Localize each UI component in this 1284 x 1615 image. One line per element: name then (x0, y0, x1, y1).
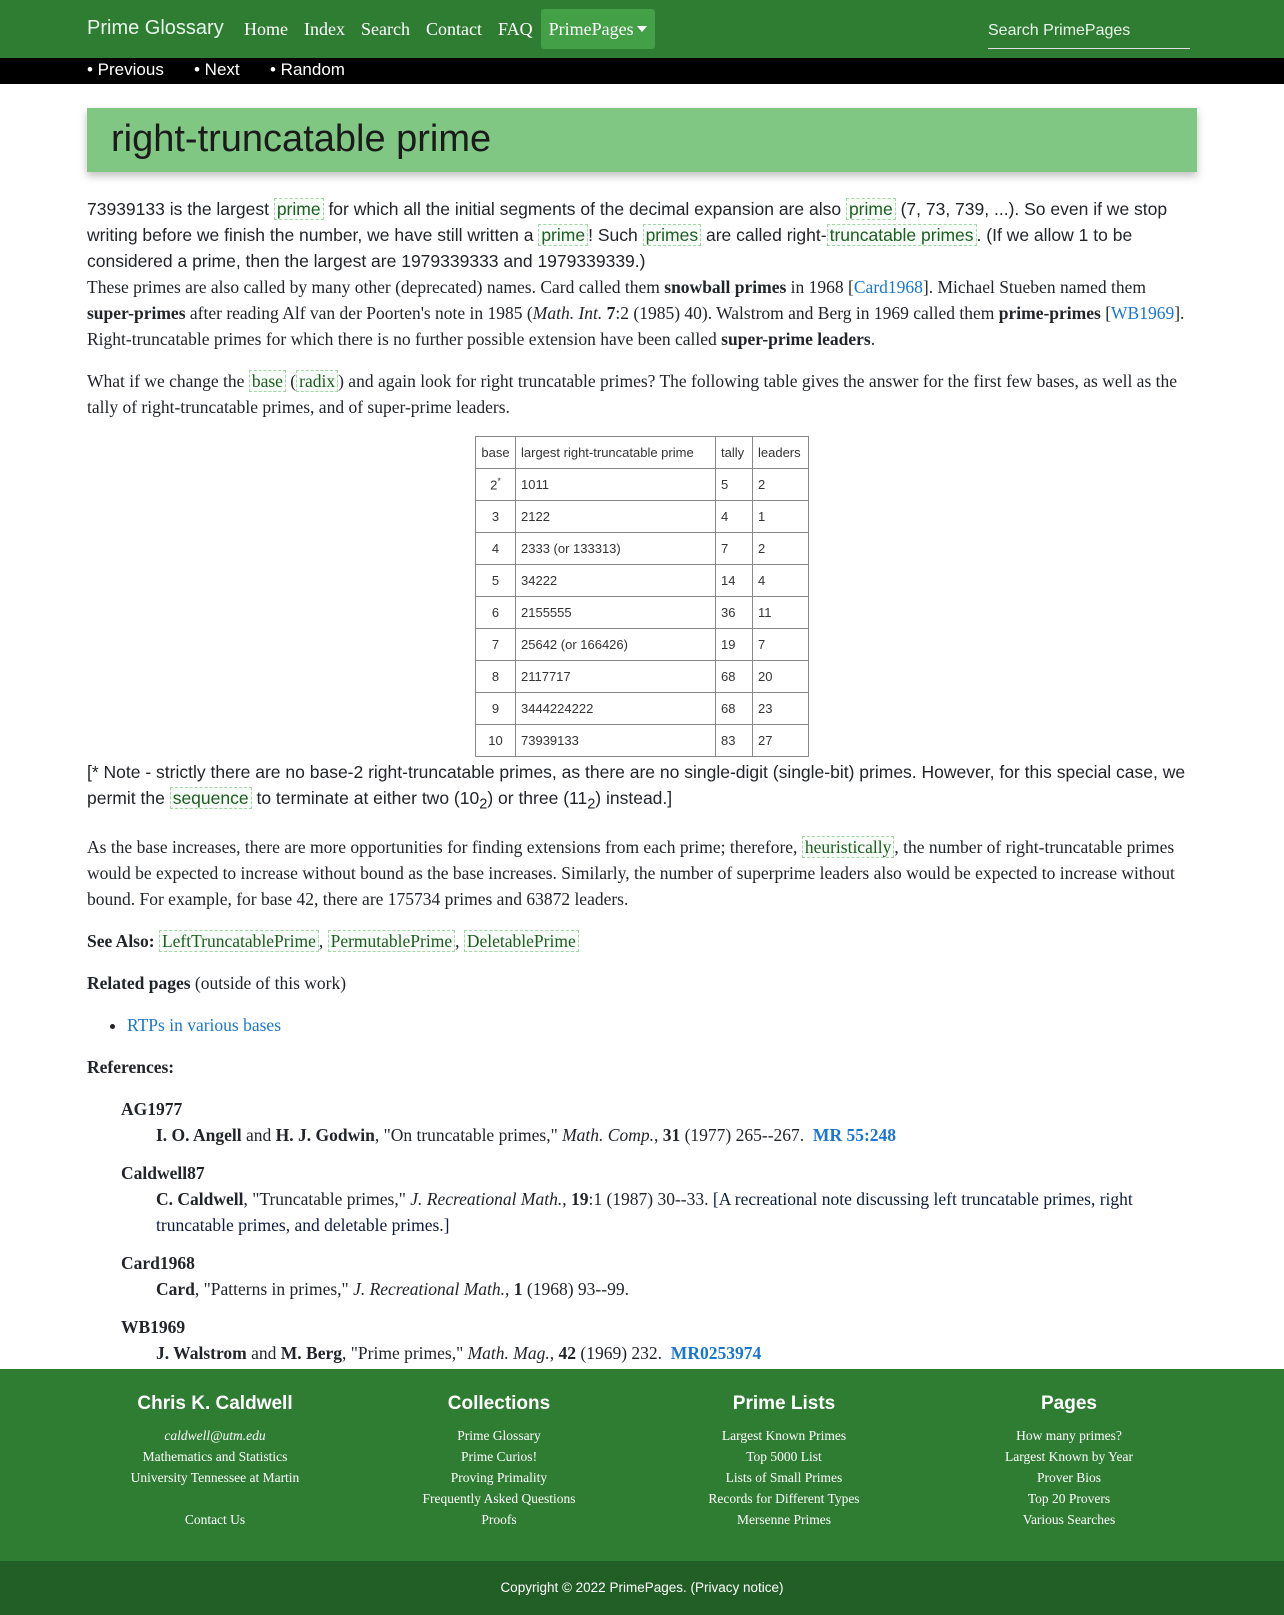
text: after reading Alf van der Poorten's note in 1985 ( (185, 303, 533, 323)
title-banner (87, 108, 1197, 172)
footer-link[interactable]: Prime Glossary (457, 1428, 541, 1443)
text: What if we change the (87, 371, 249, 391)
cell-tally: 4 (716, 501, 753, 533)
see-also: See Also: LeftTruncatablePrime , PermutablePrime , DeletablePrime (87, 928, 1197, 954)
cell-leaders: 4 (753, 565, 809, 597)
footer-text: University Tennessee at Martin (130, 1470, 300, 1485)
ref-link-card1968[interactable]: Card1968 (853, 277, 923, 297)
see-also-left-truncatable[interactable]: LeftTruncatablePrime (159, 930, 319, 952)
table-row (476, 629, 809, 661)
glossary-link-radix[interactable]: radix (296, 370, 338, 392)
cell-base: 4 (476, 533, 516, 565)
heuristic-paragraph (87, 834, 1197, 912)
footer-col-collections (369, 1393, 629, 1530)
rtp-table (475, 436, 809, 757)
glossary-link-sequence[interactable]: sequence (170, 787, 252, 809)
cell-leaders: 2 (753, 469, 809, 501)
text: (7, 73, 739, ...). So even if we stop writing before we finish the number, we have still written a (87, 199, 1168, 245)
table-row (476, 501, 809, 533)
footer-col-author (85, 1393, 345, 1530)
footer-link[interactable]: Prover Bios (1036, 1470, 1102, 1485)
nav-faq[interactable]: FAQ (497, 19, 533, 39)
footer-link[interactable]: Lists of Small Primes (725, 1470, 843, 1485)
footer-link[interactable]: Largest Known by Year (1005, 1449, 1133, 1464)
author: H. J. Godwin (275, 1124, 375, 1145)
rtps-various-bases-link[interactable]: RTPs in various bases (127, 1014, 282, 1035)
cell-largest: 25642 (or 166426) (516, 629, 716, 661)
references-heading (87, 1054, 1197, 1080)
journal: Math. Comp. (562, 1124, 654, 1145)
author: C. Caldwell (156, 1188, 244, 1209)
text: , "Truncatable primes," (243, 1188, 411, 1209)
main-content (87, 196, 1197, 1366)
search-input[interactable] (988, 14, 1190, 48)
text: (1968) 93--99. (522, 1278, 629, 1299)
mr-link-0253974[interactable]: MR0253974 (670, 1342, 762, 1363)
term: snowball primes (664, 277, 787, 297)
cell-base: 5 (476, 565, 516, 597)
mr-link-55-248[interactable]: MR 55:248 (812, 1124, 897, 1145)
text: to terminate at either two (10 (251, 788, 480, 808)
reference-caldwell87 (121, 1160, 1197, 1238)
see-also-permutable[interactable]: PermutablePrime (328, 930, 456, 952)
text: , "On truncatable primes," (374, 1124, 563, 1145)
cell-tally: 19 (716, 629, 753, 661)
cell-base: 3 (476, 501, 516, 533)
text: , (562, 1188, 571, 1209)
base-paragraph (87, 368, 1197, 420)
nav-contact[interactable]: Contact (425, 19, 482, 39)
intro-paragraph (87, 196, 1197, 274)
cell-base: 9 (476, 693, 516, 725)
glossary-link-prime[interactable]: prime (274, 198, 324, 220)
header-base: base (476, 437, 516, 469)
reference-body (156, 1276, 1197, 1302)
reference-key: Card1968 (121, 1252, 195, 1273)
copyright-text: Copyright © 2022 (500, 1580, 610, 1595)
journal: Math. Int. (532, 303, 603, 323)
footer-col-prime-lists (654, 1393, 914, 1530)
table-row (476, 725, 809, 757)
footer-text: Mathematics and Statistics (142, 1449, 288, 1464)
top-navbar (0, 0, 1284, 58)
text: ) instead.] (595, 788, 673, 808)
table-row (476, 533, 809, 565)
dropdown-label: PrimePages (548, 19, 634, 39)
text: :2 (1985) 40). Walstrom and Berg in 1969 called them (615, 303, 999, 323)
random-link[interactable]: • Random (270, 60, 345, 79)
cell-largest: 3444224222 (516, 693, 716, 725)
cell-largest: 73939133 (516, 725, 716, 757)
text: ) (779, 1580, 784, 1595)
cell-largest: 2155555 (516, 597, 716, 629)
cell-base: 7 (476, 629, 516, 661)
related-suffix: (outside of this work) (190, 972, 347, 993)
footer-link[interactable]: Top 5000 List (746, 1449, 822, 1464)
cell-tally: 5 (716, 469, 753, 501)
footer-link[interactable]: Top 20 Provers (1027, 1491, 1111, 1506)
text: ) or three (11 (487, 788, 588, 808)
cell-leaders: 7 (753, 629, 809, 661)
see-also-label: See Also: (87, 930, 155, 951)
text: [ (1100, 303, 1112, 323)
brand-link[interactable]: Prime Glossary (87, 17, 224, 39)
author: M. Berg (280, 1342, 343, 1363)
text: (1969) 232. (576, 1342, 663, 1363)
cell-leaders: 11 (753, 597, 809, 629)
text: [* Note - strictly there are no base-2 right-truncatable primes, as there are no single-digit (single-bit) primes. However, for this special case, we permit the (87, 762, 1186, 808)
nav-primepages-dropdown[interactable] (541, 9, 655, 49)
footer-link[interactable]: Prime Curios! (460, 1449, 538, 1464)
glossary-link-base[interactable]: base (249, 370, 286, 392)
text: , (505, 1278, 514, 1299)
glossary-link-prime[interactable]: prime (846, 198, 896, 220)
footer-link[interactable]: Largest Known Primes (721, 1428, 847, 1443)
text: 73939133 is the largest (87, 199, 274, 219)
nav-search[interactable]: Search (360, 19, 410, 39)
volume: 31 (662, 1124, 681, 1145)
volume: 7 (606, 303, 616, 323)
term: super-primes (87, 303, 186, 323)
text: are called right- (701, 225, 827, 245)
cell-tally: 36 (716, 597, 753, 629)
footer-link[interactable]: How many primes? (1016, 1428, 1122, 1443)
text: ( (285, 371, 297, 391)
text: . (If we allow 1 to be considered a prime, then the largest are 1979339333 and 1979339339.) (87, 225, 1133, 271)
text: , "Prime primes," (342, 1342, 468, 1363)
cell-tally: 14 (716, 565, 753, 597)
term: prime-primes (998, 303, 1101, 323)
see-also-deletable[interactable]: DeletablePrime (464, 930, 579, 952)
glossary-link-heuristically[interactable]: heuristically (802, 836, 895, 858)
next-link[interactable]: • Next (194, 60, 240, 79)
cell-largest: 1011 (516, 469, 716, 501)
cell-base (476, 469, 516, 501)
cell-tally: 68 (716, 661, 753, 693)
footer (0, 1369, 1284, 1561)
cell-leaders: 1 (753, 501, 809, 533)
footer-link[interactable]: Mersenne Primes (736, 1512, 832, 1527)
page-title: right-truncatable prime (111, 118, 492, 160)
text: , (549, 1342, 559, 1363)
author: I. O. Angell (156, 1124, 242, 1145)
table-row (476, 693, 809, 725)
text: ]. Michael Stueben named them (922, 277, 1146, 297)
journal: J. Recreational Math. (353, 1278, 506, 1299)
glossary-link-truncatable-primes[interactable]: truncatable primes (827, 224, 977, 246)
cell-leaders: 2 (753, 533, 809, 565)
footer-link[interactable]: Various Searches (1022, 1512, 1116, 1527)
text: for which all the initial segments of the decimal expansion are also (323, 199, 846, 219)
glossary-link-prime[interactable]: prime (538, 224, 588, 246)
related-pages (87, 970, 1197, 996)
cell-tally: 7 (716, 533, 753, 565)
previous-link[interactable]: • Previous (87, 60, 164, 79)
volume: 19 (570, 1188, 589, 1209)
footnote-star: * (497, 476, 501, 487)
text: . ( (683, 1580, 695, 1595)
table-note (87, 759, 1197, 818)
cell-leaders: 23 (753, 693, 809, 725)
references-label: References: (87, 1056, 175, 1077)
term: super-prime leaders (721, 329, 871, 349)
primepages-link[interactable]: PrimePages (609, 1580, 683, 1595)
list-item (127, 1012, 1197, 1038)
text: and (241, 1124, 276, 1145)
journal: J. Recreational Math. (410, 1188, 563, 1209)
sub-navbar (0, 58, 1284, 84)
text: and (246, 1342, 281, 1363)
caret-down-icon (637, 26, 647, 32)
reference-card1968 (121, 1250, 1197, 1302)
nav-home[interactable]: Home (244, 19, 288, 39)
table-row (476, 661, 809, 693)
text: (1977) 265--267. (680, 1124, 805, 1145)
cell-leaders: 20 (753, 661, 809, 693)
text: As the base increases, there are more opportunities for finding extensions from each prime; therefore, (87, 836, 802, 857)
reference-body (156, 1122, 1197, 1148)
table-row (476, 469, 809, 501)
reference-key: WB1969 (121, 1316, 186, 1337)
text: in 1968 [ (786, 277, 854, 297)
footer-link[interactable]: Frequently Asked Questions (422, 1491, 576, 1506)
text: ) and again look for right truncatable primes? The following table gives the answer for the first few bases, as well as the tally of right-truncatable primes, and of super-prime leaders. (87, 371, 1178, 417)
text: :1 (1987) 30--33. (588, 1188, 713, 1209)
reference-ag1977 (121, 1096, 1197, 1148)
cell-tally: 68 (716, 693, 753, 725)
footer-heading: Pages (1041, 1393, 1097, 1414)
nav-index[interactable]: Index (304, 19, 345, 39)
footer-contact-link[interactable]: Contact Us (184, 1512, 246, 1527)
header-largest: largest right-truncatable prime (516, 437, 716, 469)
reference-body (156, 1340, 1197, 1366)
cell-base: 6 (476, 597, 516, 629)
text: , the number of right-truncatable primes would be expected to increase without bound as the base increases. Similarly, the number of superprime leaders also would be expected to increase without bound. For example, for base 42, there are 175734 primes and 63872 leaders. (87, 836, 1175, 909)
table-row (476, 597, 809, 629)
copyright-bar (0, 1561, 1284, 1615)
subscript: 2 (479, 796, 488, 813)
related-list (127, 1012, 1197, 1038)
subscript: 2 (587, 796, 596, 813)
author: Card (156, 1278, 195, 1299)
search-box (988, 14, 1190, 49)
journal: Math. Mag. (467, 1342, 550, 1363)
footer-email-link[interactable]: caldwell@utm.edu (164, 1428, 266, 1443)
text: , "Patterns in primes," (194, 1278, 354, 1299)
reference-body (156, 1186, 1197, 1238)
cell-value: 2 (490, 477, 498, 493)
cell-largest: 2333 (or 133313) (516, 533, 716, 565)
cell-base: 10 (476, 725, 516, 757)
cell-tally: 83 (716, 725, 753, 757)
footer-col-pages (939, 1393, 1199, 1530)
cell-base: 8 (476, 661, 516, 693)
footer-heading: Chris K. Caldwell (137, 1393, 293, 1414)
footer-link[interactable]: Proofs (481, 1512, 517, 1527)
cell-largest: 34222 (516, 565, 716, 597)
footer-link[interactable]: Records for Different Types (708, 1491, 860, 1506)
text: ]. Right-truncatable primes for which there is no further possible extension have been called (87, 303, 1185, 349)
table-header-row (476, 437, 809, 469)
volume: 42 (558, 1342, 577, 1363)
reference-key: Caldwell87 (121, 1162, 205, 1183)
text: . (870, 329, 876, 349)
privacy-notice-link[interactable]: Privacy notice (695, 1580, 780, 1595)
volume: 1 (513, 1278, 523, 1299)
header-leaders: leaders (753, 437, 809, 469)
footer-heading: Prime Lists (732, 1393, 836, 1414)
cell-leaders: 27 (753, 725, 809, 757)
nav-links (236, 9, 655, 49)
footer-link[interactable]: Proving Primality (450, 1470, 548, 1485)
author: J. Walstrom (156, 1342, 247, 1363)
reference-wb1969 (121, 1314, 1197, 1366)
ref-link-wb1969[interactable]: WB1969 (1111, 303, 1175, 323)
cell-largest: 2117717 (516, 661, 716, 693)
names-paragraph (87, 274, 1197, 352)
table-row (476, 565, 809, 597)
glossary-link-primes[interactable]: primes (643, 224, 702, 246)
annotation: [A recreational note discussing left truncatable primes, right truncatable primes, and deletable primes.] (156, 1188, 1133, 1235)
header-tally: tally (716, 437, 753, 469)
cell-largest: 2122 (516, 501, 716, 533)
text: These primes are also called by many other (deprecated) names. Card called them (87, 277, 665, 297)
reference-key: AG1977 (121, 1098, 183, 1119)
related-label: Related pages (87, 972, 191, 993)
footer-heading: Collections (447, 1393, 551, 1414)
text: , (653, 1124, 663, 1145)
text: ! Such (588, 225, 643, 245)
